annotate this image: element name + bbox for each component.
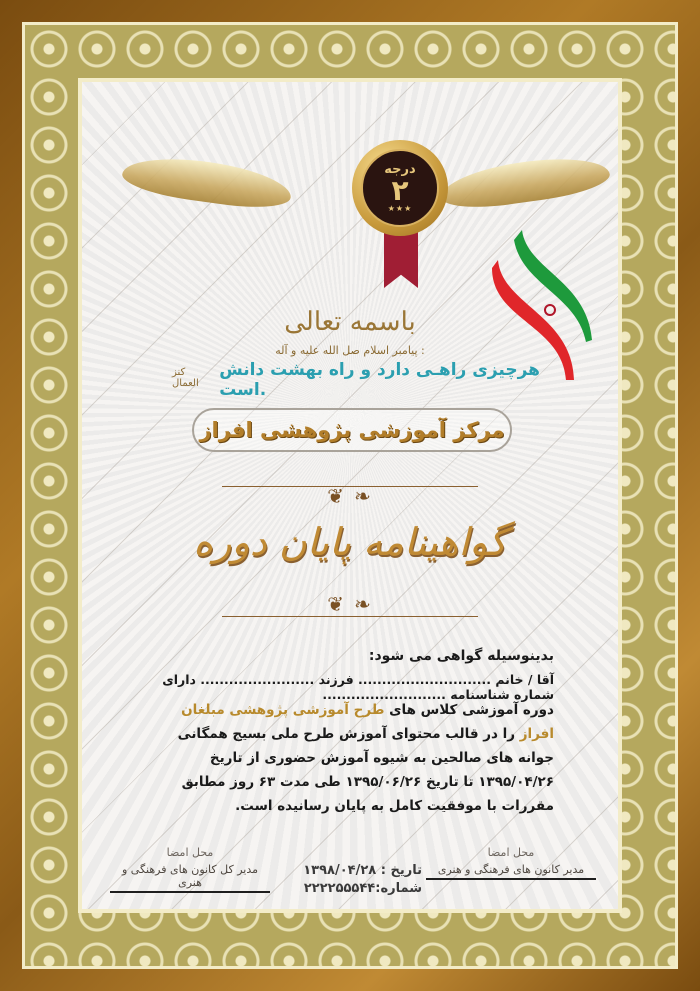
stars-icon: ★★★ [387, 204, 413, 213]
number-value: ۲۲۲۲۵۵۵۴۴ [303, 881, 376, 896]
ribbon-tail [384, 228, 418, 288]
statement-part2: را در قالب محتوای آموزش طرح ملی بسیج همگانی جوانه های صالحین به شیوه آموزش حضوری از تاریخ ۱۳۹۵/۰۴/۲۶ تا تاریخ ۱۳۹۵/۰۶/۲۶ طی مدت ۶۳ روز مطابق مقررات با موفقیت کامل به پایان رسانیده است. [177, 726, 554, 814]
date-value: ۱۳۹۸/۰۴/۲۸ [303, 863, 377, 878]
institution-banner [192, 408, 512, 452]
medal-number: ۲ [391, 174, 409, 207]
issue-number [302, 880, 422, 898]
signature-role: مدیر کانون های فرهنگی و هنری [426, 863, 596, 880]
issue-date [302, 862, 422, 880]
number-label: شماره: [375, 881, 422, 896]
date-label: تاریخ : [380, 863, 422, 878]
signature-general-director [110, 846, 270, 893]
statement-part1: دوره آموزشی کلاس های [384, 702, 554, 718]
father-blank: ........................ [200, 672, 315, 687]
id-number-label: دارای شماره شناسنامه [162, 672, 554, 702]
intro-line: بدینوسیله گواهی می شود: [368, 648, 554, 664]
program-name: طرح آموزشی پژوهشی مبلغان افراز [181, 702, 554, 742]
flourish-top-icon: ❦ ❧ [327, 484, 373, 508]
ribbon-right [438, 150, 612, 213]
certificate-body [82, 82, 618, 909]
certificate-title: گواهینامه پایان دوره [193, 520, 507, 564]
hadith-source: کنز العمال [172, 367, 199, 389]
ribbon-left [120, 150, 294, 213]
issue-info [302, 862, 422, 898]
medal-label: درجه [384, 162, 416, 177]
id-blank: .......................... [322, 687, 446, 702]
certificate-statement [154, 698, 554, 818]
child-of-label: فرزند [318, 672, 354, 687]
hadith-text: هرچیزی راهـی دارد و راه بهشت دانش است. [219, 360, 540, 400]
rank-medal [352, 140, 448, 236]
basmala-heading: باسمه تعالی [284, 307, 416, 337]
divider-bottom [222, 616, 478, 617]
mr-mrs-label: آقا / خانم [495, 672, 554, 687]
signature-role: مدیر کل کانون های فرهنگی و هنری [110, 863, 270, 893]
prophet-quote-intro: پیامبر اسلام صل الله علیه و آله : [275, 344, 425, 357]
hadith-row [172, 360, 558, 400]
institution-name: مرکز آموزشی پژوهشی افراز [199, 418, 505, 442]
signature-place-label: محل امضا [166, 846, 214, 859]
medal-face [361, 149, 439, 227]
name-blank: ............................ [358, 672, 491, 687]
iran-flag-icon [492, 230, 602, 380]
signature-place-label: محل امضا [487, 846, 535, 859]
signature-director [426, 846, 596, 880]
flourish-bottom-icon: ❦ ❧ [327, 592, 373, 616]
